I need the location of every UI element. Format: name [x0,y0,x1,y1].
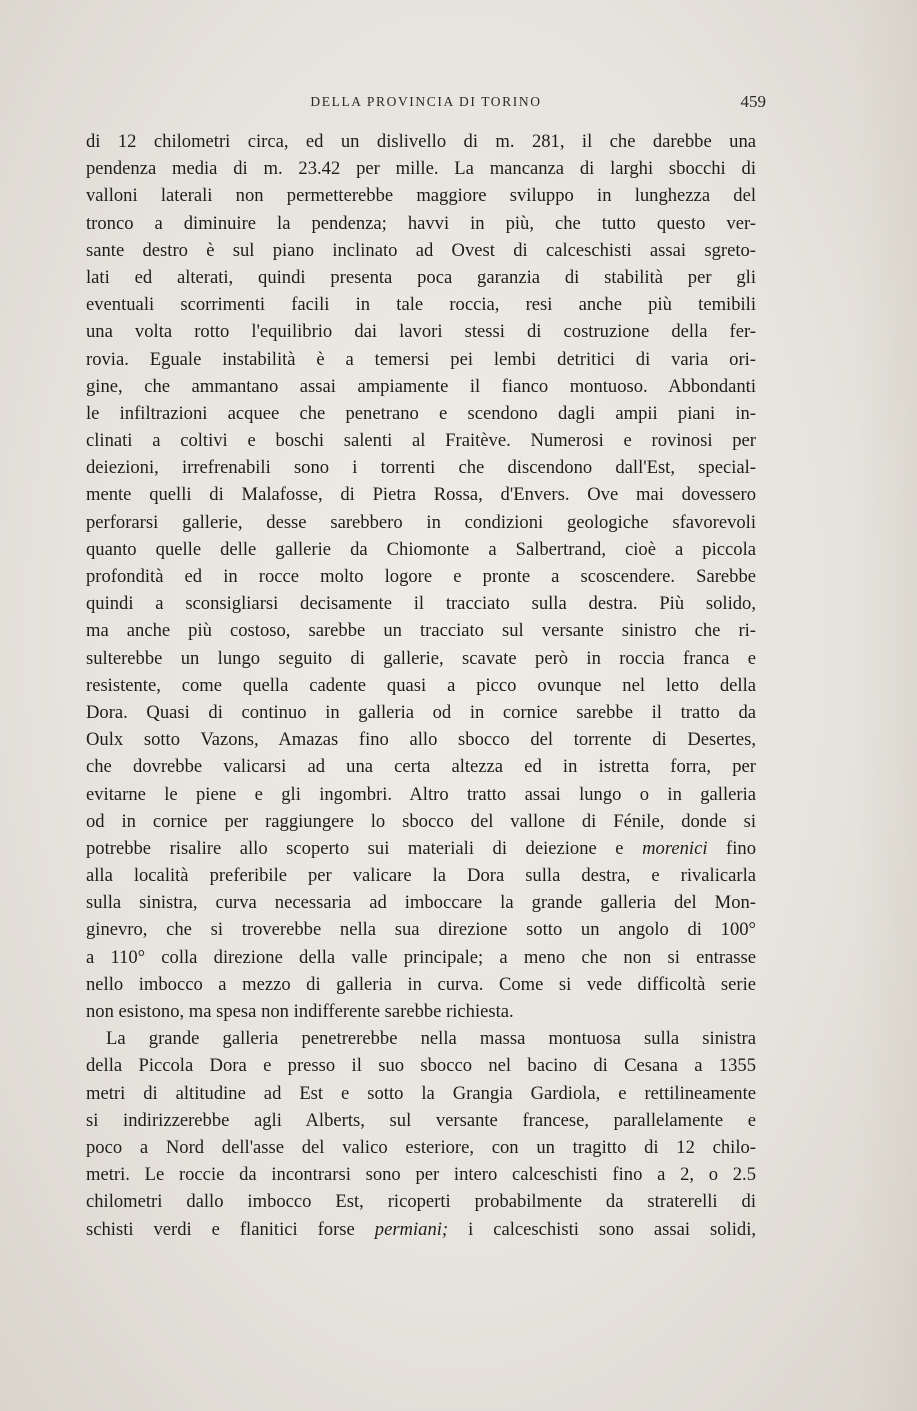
text-line: od in cornice per raggiungere lo sbocco del vallone di Fénile, donde si [86,810,756,832]
text-line: eventuali scorrimenti facili in tale roccia, resi anche più temibili [86,294,756,316]
text-line-with-italic [86,835,756,862]
text-line: tronco a diminuire la pendenza; havvi in più, che tutto questo ver- [86,212,756,234]
text-line: poco a Nord dell'asse del valico esteriore, con un tragitto di 12 chilo- [86,1136,756,1158]
text-line: ginevro, che si troverebbe nella sua direzione sotto un angolo di 100° [86,919,756,941]
text-line: lati ed alterati, quindi presenta poca garanzia di stabilità per gli [86,266,756,288]
text-line: chilometri dallo imbocco Est, ricoperti probabilmente da straterelli di [86,1191,756,1213]
text-line: deiezioni, irrefrenabili sono i torrenti che discendono dall'Est, special- [86,457,756,479]
text-line: che dovrebbe valicarsi ad una certa altezza ed in istretta forra, per [86,756,756,778]
text-line: sulla sinistra, curva necessaria ad imboccare la grande galleria del Mon- [86,892,756,914]
text-line: La grande galleria penetrerebbe nella massa montuosa sulla sinistra [106,1028,756,1050]
text-segment: fino [726,837,756,859]
italic-term: permiani; [374,1218,449,1240]
italic-term: morenici [642,837,708,859]
text-line: nello imbocco a mezzo di galleria in curva. Come si vede difficoltà serie [86,973,756,995]
body-text [86,128,756,1243]
text-segment: i calceschisti sono assai solidi, [468,1218,757,1240]
paragraph-1 [86,128,756,1025]
text-line-with-italic [86,1216,756,1243]
running-head: DELLA PROVINCIA DI TORINO [310,94,542,109]
text-line: ma anche più costoso, sarebbe un tracciato sul versante sinistro che ri- [86,620,756,642]
text-line: valloni laterali non permetterebbe maggiore sviluppo in lunghezza del [86,185,756,207]
text-line: non esistono, ma spesa non indifferente sarebbe richiesta. [86,1001,514,1022]
text-line: clinati a coltivi e boschi salenti al Fraitève. Numerosi e rovinosi per [86,430,756,452]
text-line: perforarsi gallerie, desse sarebbero in condizioni geologiche sfavorevoli [86,511,756,533]
text-line: pendenza media di m. 23.42 per mille. La mancanza di larghi sbocchi di [86,158,756,180]
text-line: evitarne le piene e gli ingombri. Altro tratto assai lungo o in galleria [86,783,756,805]
text-line: Dora. Quasi di continuo in galleria od in cornice sarebbe il tratto da [86,701,756,723]
text-line: rovia. Eguale instabilità è a temersi pei lembi detritici di varia ori- [86,348,756,370]
text-line: della Piccola Dora e presso il suo sbocco nel bacino di Cesana a 1355 [86,1055,756,1077]
text-line: di 12 chilometri circa, ed un dislivello di m. 281, il che darebbe una [86,131,756,152]
text-line: sante destro è sul piano inclinato ad Ovest di calceschisti assai sgreto- [86,239,756,261]
text-segment: schisti verdi e flanitici forse [86,1218,355,1240]
paragraph-2 [86,1025,756,1243]
page-number: 459 [740,92,766,111]
text-line: le infiltrazioni acquee che penetrano e scendono dagli ampii piani in- [86,402,756,424]
text-line: profondità ed in rocce molto logore e pronte a scoscendere. Sarebbe [86,566,756,587]
text-segment: potrebbe risalire allo scoperto sui materiali di deiezione e [86,837,624,859]
text-line: quanto quelle delle gallerie da Chiomonte a Salbertrand, cioè a piccola [86,538,756,560]
text-line: si indirizzerebbe agli Alberts, sul versante francese, parallelamente e [86,1109,756,1131]
text-line: metri di altitudine ad Est e sotto la Grangia Gardiola, e rettilineamente [86,1082,756,1104]
text-line: una volta rotto l'equilibrio dai lavori stessi di costruzione della fer- [86,321,756,343]
page-shading [857,0,917,1411]
page-header [86,92,766,116]
text-line: sulterebbe un lungo seguito di gallerie, scavate però in roccia franca e [86,647,756,669]
text-line: mente quelli di Malafosse, di Pietra Rossa, d'Envers. Ove mai dovessero [86,484,756,506]
text-line: metri. Le roccie da incontrarsi sono per intero calceschisti fino a 2, o 2.5 [86,1164,756,1186]
text-line: resistente, come quella cadente quasi a picco ovunque nel letto della [86,674,756,696]
text-line: Oulx sotto Vazons, Amazas fino allo sbocco del torrente di Desertes, [86,729,756,751]
text-line: a 110° colla direzione della valle principale; a meno che non si entrasse [86,946,756,968]
text-line: gine, che ammantano assai ampiamente il fianco montuoso. Abbondanti [86,375,756,397]
text-line: quindi a sconsigliarsi decisamente il tracciato sulla destra. Più solido, [86,593,756,615]
text-line: alla località preferibile per valicare la Dora sulla destra, e rivalicarla [86,865,756,887]
